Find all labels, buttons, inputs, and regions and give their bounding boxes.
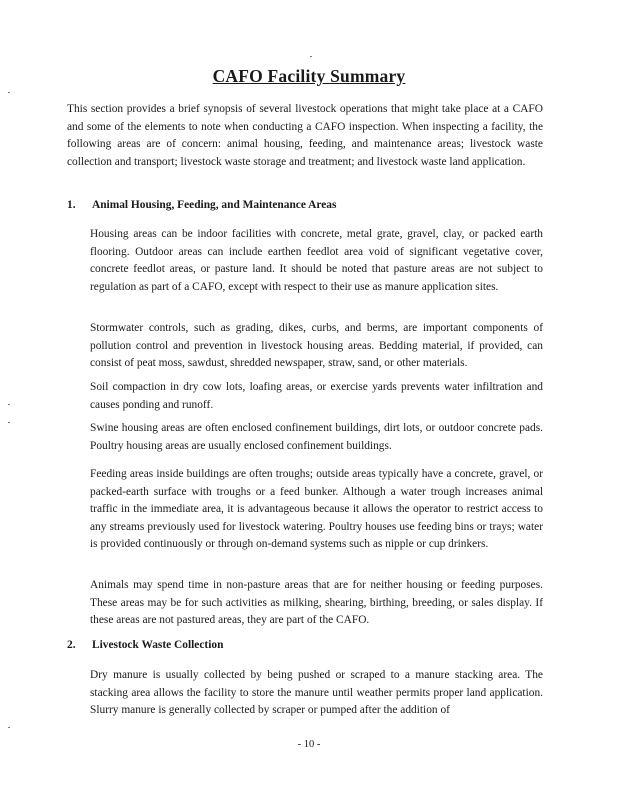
paragraph-housing-areas: Housing areas can be indoor facilities with concrete, metal grate, gravel, clay, or packed earth flooring. Outdoor areas can include earthen feedlot area void of significant vegetative cover, concrete feedlot areas, or pasture land. It should be noted that pasture areas are not subject to regulation as part of a CAFO, except with respect to their use as manure application sites. [90,228,543,293]
section-heading-text: Animal Housing, Feeding, and Maintenance Areas [92,199,337,211]
paragraph-non-pasture-areas: Animals may spend time in non-pasture areas that are for neither housing or feeding purposes. These areas may be for such activities as milking, shearing, birthing, breeding, or sales display. If these areas are not pastured areas, they are part of the CAFO. [90,579,543,627]
scan-speck [8,422,10,423]
page-title: CAFO Facility Summary [212,66,406,86]
scan-speck [8,92,10,93]
scan-speck [8,404,10,405]
scan-speck [310,56,312,57]
section-number: 2. [67,639,76,651]
section-heading-animal-housing [67,199,487,215]
paragraph-feeding-areas: Feeding areas inside buildings are often troughs; outside areas typically have a concrete, gravel, or packed-earth surface with troughs or a feed bunker. Although a water trough increases animal traffic in the immediate area, it is advantageous because it allows the operator to restrict access to any streams previously used for livestock watering. Poultry houses use feeding bins or trays; water is provided continuously or through on-demand systems such as nipple or cup drinkers. [90,468,543,551]
page-number: - 10 - [297,739,321,750]
scan-speck [8,727,10,728]
section-heading-waste-collection [67,639,487,655]
section-heading-text: Livestock Waste Collection [92,639,224,651]
intro-paragraph: This section provides a brief synopsis of several livestock operations that might take place at a CAFO and some of the elements to note when conducting a CAFO inspection. When inspecting a facility, the following areas are of concern: animal housing, feeding, and maintenance areas; livestock waste collection and transport; livestock waste storage and treatment; and livestock waste land application. [67,103,543,168]
section-number: 1. [67,199,76,211]
paragraph-soil-compaction: Soil compaction in dry cow lots, loafing areas, or exercise yards prevents water infiltration and causes ponding and runoff. [90,381,543,411]
paragraph-swine-housing: Swine housing areas are often enclosed confinement buildings, dirt lots, or outdoor concrete pads. Poultry housing areas are usually enclosed confinement buildings. [90,422,543,452]
paragraph-dry-manure: Dry manure is usually collected by being pushed or scraped to a manure stacking area. The stacking area allows the facility to store the manure until weather permits proper land application. Slurry manure is generally collected by scraper or pumped after the addition of [90,669,543,717]
paragraph-stormwater-controls: Stormwater controls, such as grading, dikes, curbs, and berms, are important components of pollution control and prevention in livestock housing areas. Bedding material, if provided, can consist of peat moss, sawdust, shredded newspaper, straw, sand, or other materials. [90,322,543,370]
